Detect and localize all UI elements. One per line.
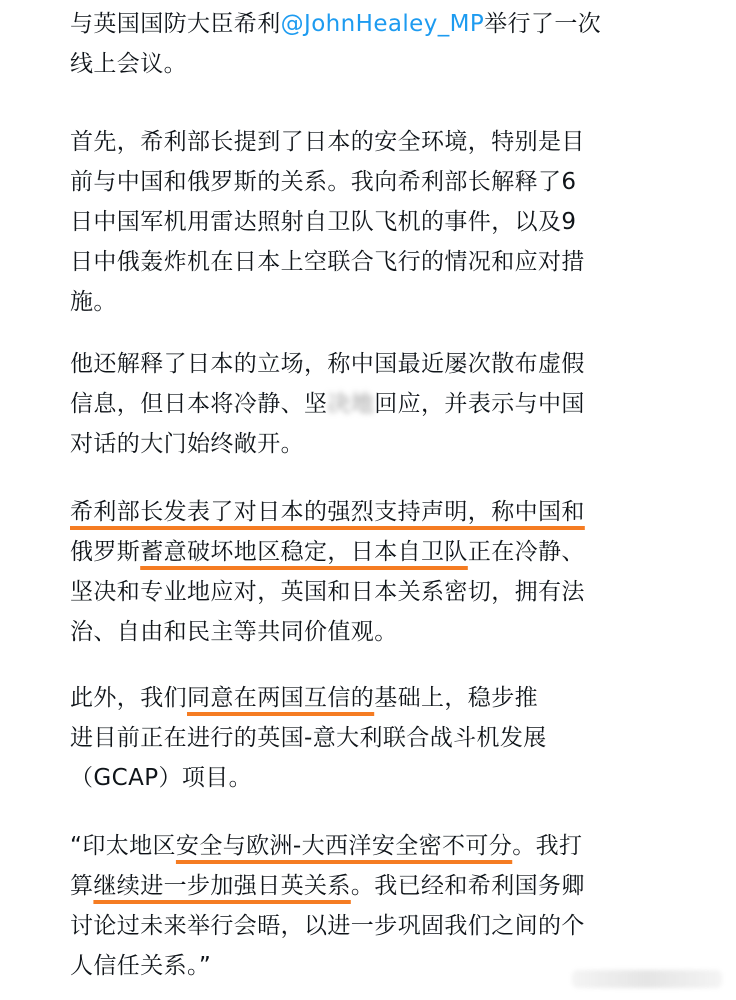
text-line: 他还解释了日本的立场，称中国最近屡次散布虚假 [70,351,585,377]
highlighted-text: 希利部长发表了对日本的强烈支持声明，称中国和 [70,499,585,525]
text-fragment: 此外，我们 [70,685,187,711]
text-fragment: 信息，但日本将冷静、坚 [70,391,328,417]
text-line: 对话的大门始终敞开。 [70,431,304,457]
text-line: 治、自由和民主等共同价值观。 [70,619,398,645]
paragraph-meeting [70,4,670,84]
text-fragment: 基础上，稳步推 [374,685,539,711]
paragraph-support-statement [70,492,670,652]
text-fragment: 。我已经和希利国务卿 [350,873,585,899]
paragraph-quote [70,826,670,986]
text-fragment: 正在冷静、 [467,539,585,565]
text-line: （GCAP）项目。 [70,765,253,791]
paragraph-gcap [70,678,670,798]
text-line [70,532,670,572]
text-fragment: “印太地区 [70,833,176,859]
text-line: 日中国军机用雷达照射自卫队飞机的事件，以及9 [70,209,577,235]
text-line: 首先，希利部长提到了日本的安全环境，特别是目 [70,129,585,155]
paragraph-japan-position [70,344,670,464]
text-line: 前与中国和俄罗斯的关系。我向希利部长解释了6 [70,169,577,195]
text-fragment: 。我打 [512,833,583,859]
text-fragment: 回应，并表示与中国 [374,391,585,417]
text-line: 日中俄轰炸机在日本上空联合飞行的情况和应对措 [70,249,585,275]
text-line: 坚决和专业地应对，英国和日本关系密切，拥有法 [70,579,585,605]
text-line: 人信任关系。” [70,953,212,979]
text-fragment: 与英国国防大臣希利 [70,11,281,37]
text-line [70,384,670,424]
text-line [70,678,670,718]
highlighted-text: 同意在两国互信的 [187,685,375,711]
text-fragment: 俄罗斯 [70,539,141,565]
text-line: 进目前正在进行的英国-意大利联合战斗机发展 [70,725,547,751]
mention-link-johnhealey[interactable]: @JohnHealey_MP [280,11,485,37]
watermark [572,970,722,988]
highlighted-text: 蓄意破坏地区稳定，日本自卫队 [140,539,468,565]
text-line [70,492,670,532]
text-line: 线上会议。 [70,51,187,77]
text-fragment: 举行了一次 [484,11,602,37]
blurred-text: 决地 [327,391,375,417]
highlighted-text: 继续进一步加强日英关系 [93,873,351,899]
text-fragment: 算 [70,873,94,899]
text-line [70,4,670,44]
text-line [70,826,670,866]
text-line: 讨论过未来举行会晤，以进一步巩固我们之间的个 [70,913,585,939]
text-line: 施。 [70,289,117,315]
highlighted-text: 安全与欧洲-大西洋安全密不可分 [175,833,513,859]
text-line [70,866,670,906]
paragraph-security-environment [70,122,670,322]
